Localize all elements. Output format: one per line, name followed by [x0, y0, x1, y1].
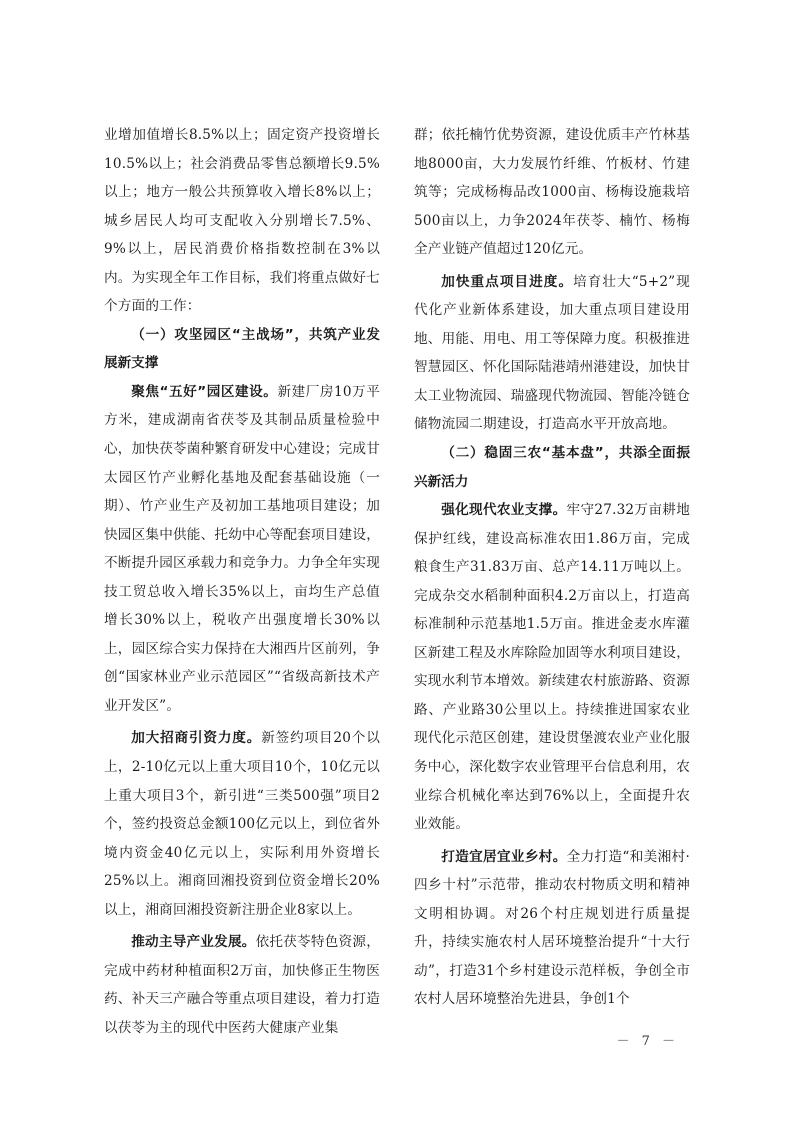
page-number: － 7 －: [616, 1034, 679, 1049]
section-heading-2: （二）稳固三农“基本盘”，共添全面振兴新活力: [414, 445, 690, 490]
paragraph-heading: 加大招商引资力度。: [131, 730, 262, 747]
paragraph-modern-agriculture: [414, 496, 690, 839]
paragraph-body: 全力打造“和美湘村·四乡十村”示范带，推动农村物质文明和精神文明相协调。对26个村庄规划进行质量提升，持续实施农村人居环境整治提升“十大行动”，打造31个乡村建设示范样板，争创全市农村人居环境整治先进县，争创1个: [414, 848, 690, 1008]
paragraph-key-projects: [414, 268, 690, 439]
paragraph-heading: 强化现代农业支撑。: [441, 502, 567, 519]
section-heading-1: （一）攻坚园区“主战场”，共筑产业发展新支撑: [104, 326, 380, 372]
paragraph-leading-industry: [104, 928, 380, 1042]
left-column: [104, 121, 380, 1043]
paragraph-body: 依托茯苓特色资源，完成中药材种植面积2万亩，加快修正生物医药、补天三产融合等重点项目建设，着力打造以茯苓为主的现代中医药大健康产业集: [104, 934, 380, 1036]
paragraph-body: 新建厂房10万平方米，建成湖南省茯苓及其制品质量检验中心，加快茯苓菌种繁育研发中心建设；完成甘太园区竹产业孵化基地及配套基础设施（一期）、竹产业生产及初加工基地项目建设；加快园区集中供能、托幼中心等配套项目建设，不断提升园区承载力和竞争力。力争全年实现技工贸总收入增长35%以上，亩均生产总值增长30%以上，税收产出强度增长30%以上，园区综合实力保持在大湘西片区前列，争创“国家林业产业示范园区”“省级高新技术产业开发区”。: [104, 383, 380, 714]
paragraph-body: 培育壮大“5+2”现代化产业新体系建设，加大重点项目建设用地、用能、用电、用工等保障力度。积极推进智慧园区、怀化国际陆港靖州港建设，加快甘太工业物流园、瑞盛现代物流园、智能冷链仓储物流园二期建设，打造高水平开放高地。: [414, 273, 690, 433]
paragraph-park-construction: [104, 378, 380, 721]
paragraph-continuation: 群；依托楠竹优势资源，建设优质丰产竹林基地8000亩，大力发展竹纤维、竹板材、竹建筑等；完成杨梅品改1000亩、杨梅设施栽培500亩以上，力争2024年茯苓、楠竹、杨梅全产业链产值超过120亿元。: [414, 127, 690, 258]
paragraph-heading: 推动主导产业发展。: [131, 934, 256, 951]
paragraph-body: 新签约项目20个以上，2-10亿元以上重大项目10个，10亿元以上重大项目3个，新引进“三类500强”项目2个，签约投资总金额100亿元以上，到位省外境内资金40亿元以上，实际利用外资增长25%以上。湘商回湘投资到位资金增长20%以上，湘商回湘投资新注册企业8家以上。: [104, 730, 380, 918]
paragraph-heading: 打造宜居宜业乡村。: [441, 848, 567, 865]
paragraph-heading: 聚焦“五好”园区建设。: [131, 383, 278, 400]
paragraph-heading: 加快重点项目进度。: [441, 273, 574, 290]
paragraph-body: 牢守27.32万亩耕地保护红线，建设高标准农田1.86万亩，完成粮食生产31.83万亩、总产14.11万吨以上。完成杂交水稻制种面积4.2万亩以上，打造高标准制种示范基地1.5万亩。推进金麦水库灌区新建工程及水库除险加固等水利项目建设，实现水利节本增效。新续建农村旅游路、资源路、产业路30公里以上。持续推进国家农业现代化示范区创建，建设贯堡渡农业产业化服务中心，深化数字农业管理平台信息利用，农业综合机械化率达到76%以上，全面提升农业效能。: [414, 502, 690, 833]
paragraph-investment: [104, 724, 380, 924]
right-column: [414, 121, 690, 1014]
paragraph-livable-village: [414, 843, 690, 1014]
paragraph-continuation: 业增加值增长8.5%以上；固定资产投资增长10.5%以上；社会消费品零售总额增长9.5%以上；地方一般公共预算收入增长8%以上；城乡居民人均可支配收入分别增长7.5%、9%以上，居民消费价格指数控制在3%以内。为实现全年工作目标，我们将重点做好七个方面的工作：: [104, 127, 380, 315]
